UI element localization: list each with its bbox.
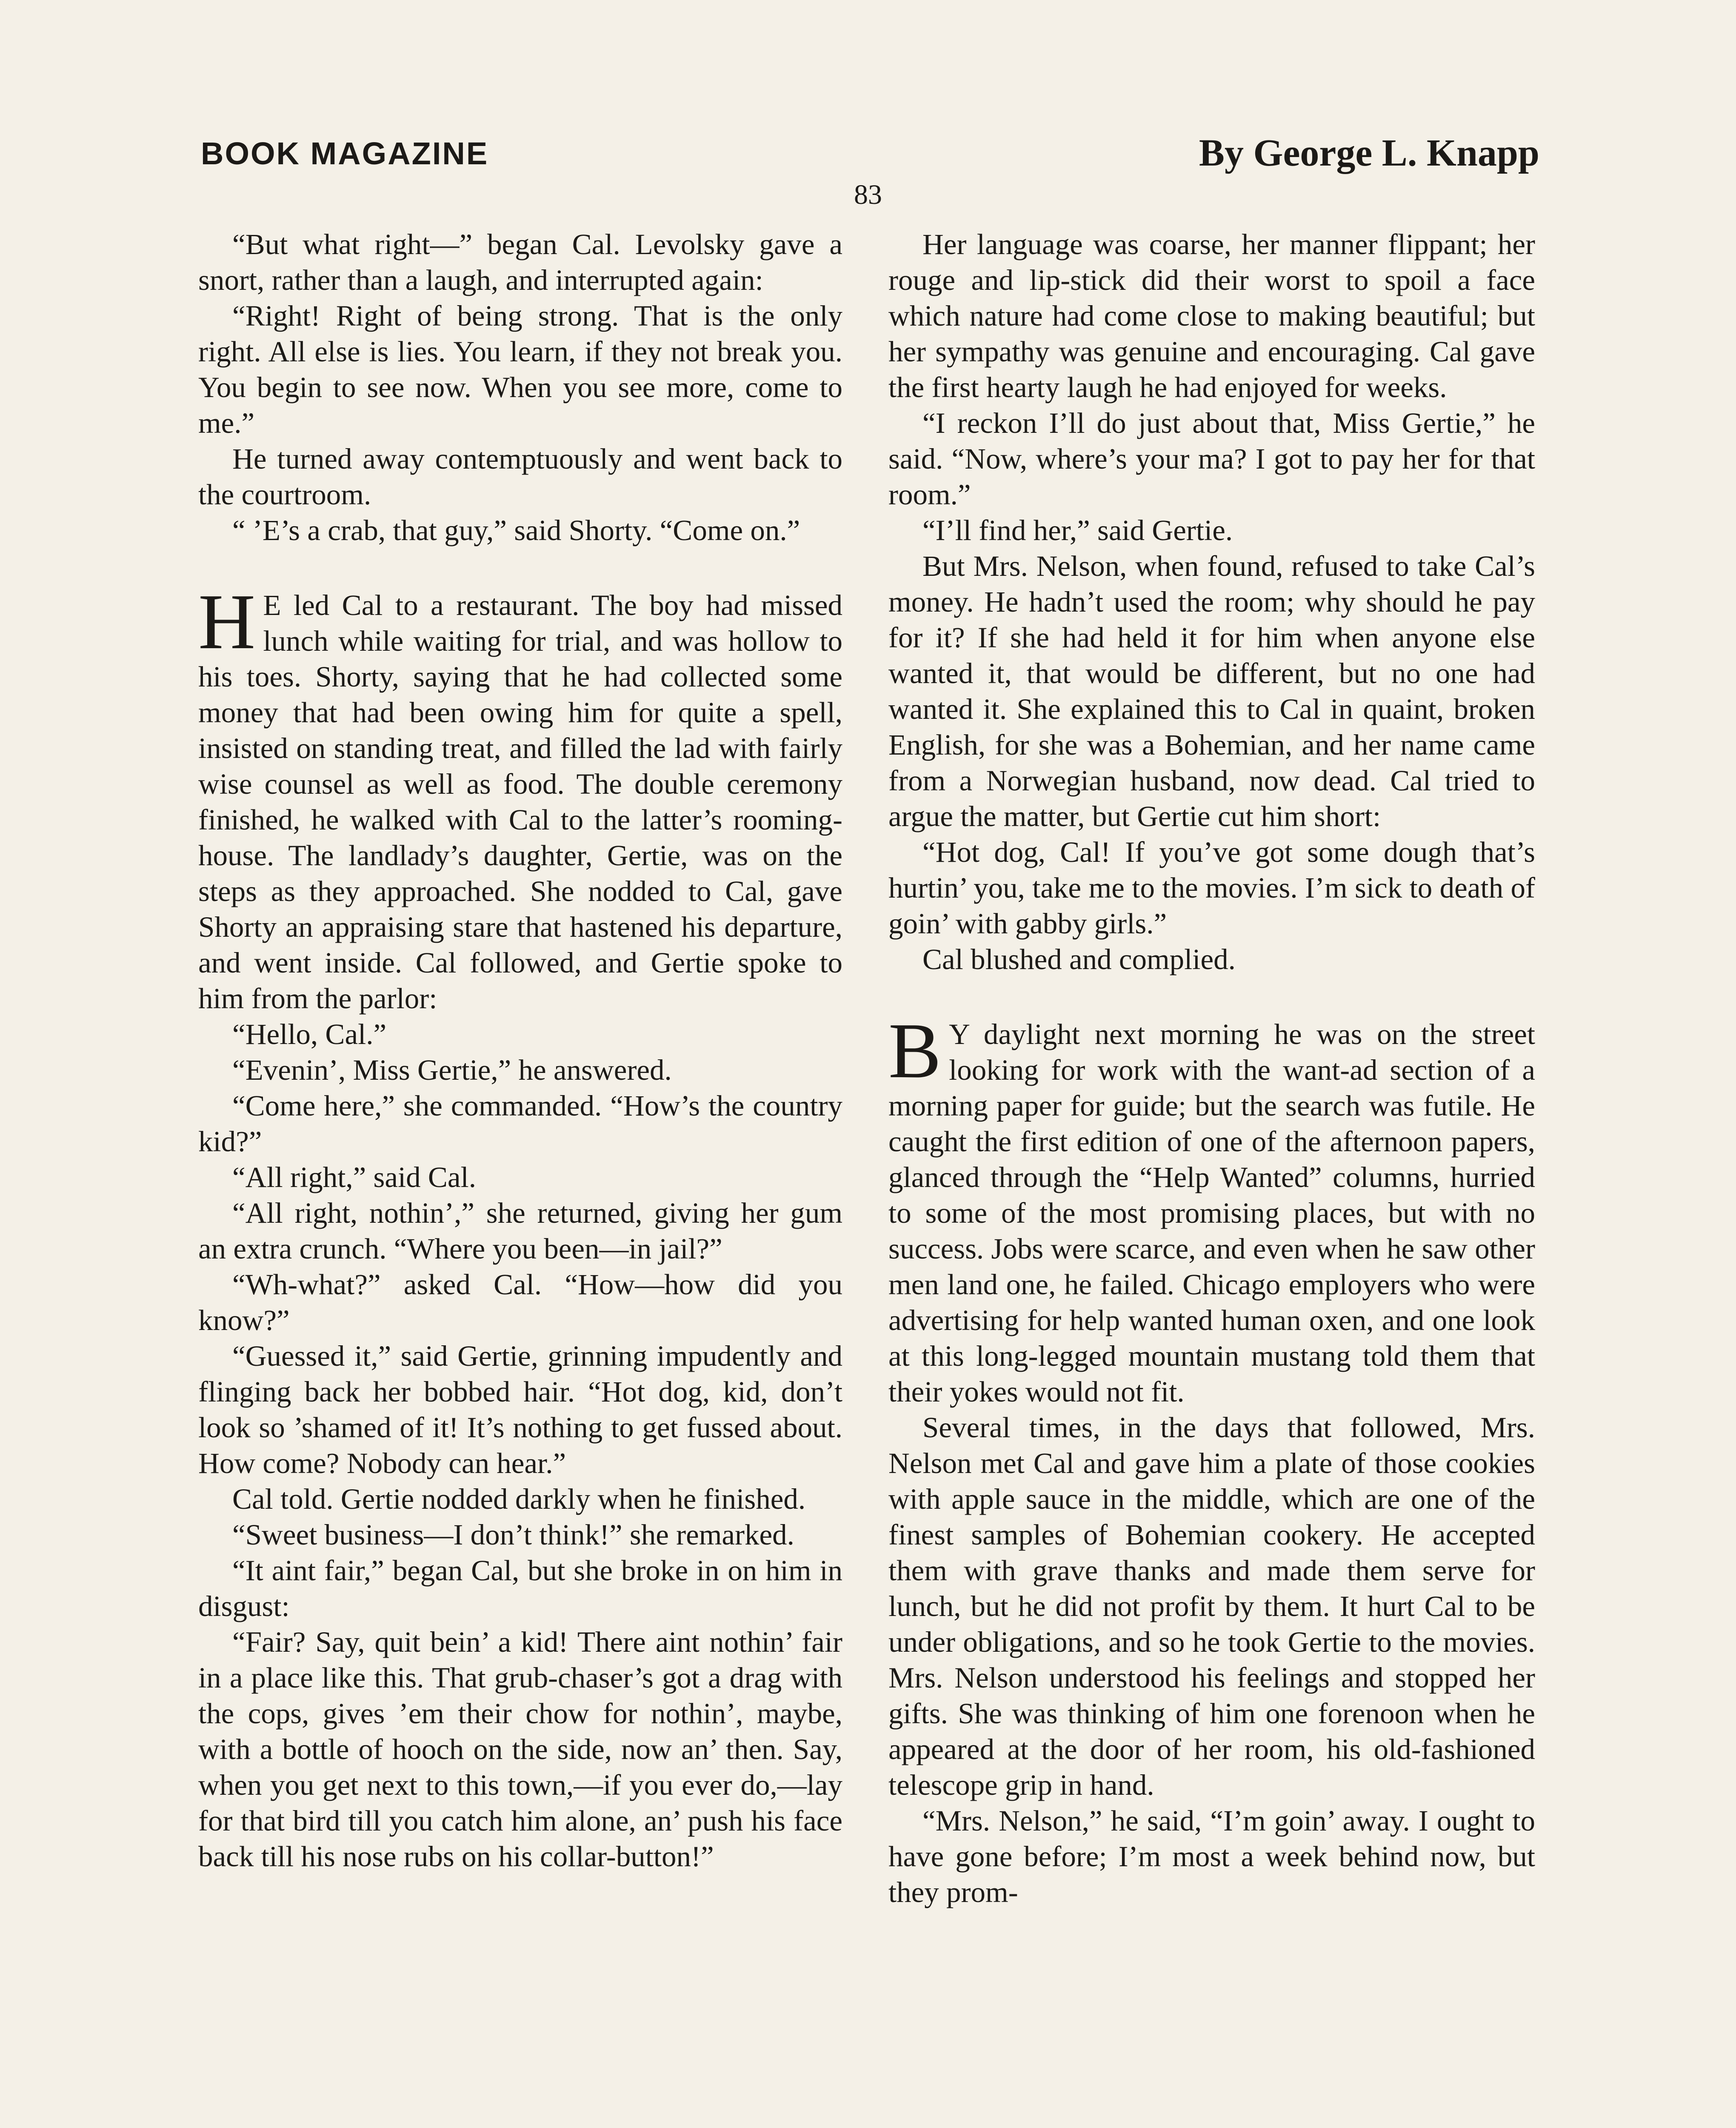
paragraph: “All right, nothin’,” she returned, giving her gum an extra crunch. “Where you been—in jail?” — [198, 1197, 842, 1265]
paragraph-with-drop-cap — [198, 578, 842, 1016]
paragraph: “Hello, Cal.” — [232, 1018, 387, 1050]
paragraph: Cal told. Gertie nodded darkly when he finished. — [232, 1483, 806, 1515]
paragraph: “Right! Right of being strong. That is the only right. All else is lies. You learn, if they not break you. You begin to see now. When you see more, come to me.” — [198, 300, 842, 439]
paragraph: “I’ll find her,” said Gertie. — [922, 514, 1233, 546]
paragraph: “Fair? Say, quit bein’ a kid! There aint nothin’ fair in a place like this. That grub-chaser’s got a drag with the cops, gives ’em their chow for nothin’, maybe, with a bottle of hooch on the side, now an’ then. Say, when you get next to this town,—if you ever do,—lay for that bird till you catch him alone, an’ push his face back till his nose rubs on his collar-button!” — [198, 1626, 842, 1873]
left-column — [198, 226, 842, 1874]
paragraph: “I reckon I’ll do just about that, Miss Gertie,” he said. “Now, where’s your ma? I got to pay her for that room.” — [888, 407, 1535, 511]
paragraph: “Wh-what?” asked Cal. “How—how did you know?” — [198, 1268, 842, 1336]
section-break — [888, 977, 1535, 1016]
author-byline: By George L. Knapp — [1199, 132, 1539, 174]
paragraph: Her language was coarse, her manner flippant; her rouge and lip-stick did their worst to spoil a face which nature had come close to making beautiful; but her sympathy was genuine and encouraging. Cal gave the first hearty laugh he had enjoyed for weeks. — [888, 228, 1535, 403]
drop-cap: B — [888, 1007, 942, 1095]
drop-cap: H — [198, 578, 256, 666]
paragraph: Cal blushed and complied. — [922, 943, 1236, 975]
section-break — [198, 548, 842, 587]
paragraph: “But what right—” began Cal. Levolsky gave a snort, rather than a laugh, and interrupted again: — [198, 228, 842, 296]
paragraph: “It aint fair,” began Cal, but she broke in on him in disgust: — [198, 1554, 842, 1622]
paragraph: “Evenin’, Miss Gertie,” he answered. — [232, 1054, 672, 1086]
paragraph: “Hot dog, Cal! If you’ve got some dough that’s hurtin’ you, take me to the movies. I’m sick to death of goin’ with gabby girls.” — [888, 836, 1535, 940]
paragraph: “Mrs. Nelson,” he said, “I’m goin’ away. I ought to have gone before; I’m most a week behind now, but they prom- — [888, 1805, 1535, 1908]
paragraph: “Come here,” she commanded. “How’s the country kid?” — [198, 1090, 842, 1158]
paragraph: But Mrs. Nelson, when found, refused to take Cal’s money. He hadn’t used the room; why should he pay for it? If she had held it for him when anyone else wanted it, that would be different, but no one had wanted it. She explained this to Cal in quaint, broken English, for she was a Bohemian, and her name came from a Norwegian husband, now dead. Cal tried to argue the matter, but Gertie cut him short: — [888, 550, 1535, 832]
paragraph: “ ’E’s a crab, that guy,” said Shorty. “Come on.” — [232, 514, 800, 546]
right-column — [888, 226, 1535, 1910]
paragraph: “Guessed it,” said Gertie, grinning impudently and flinging back her bobbed hair. “Hot dog, kid, don’t look so ’shamed of it! It’s nothing to get fussed about. How come? Nobody can hear.” — [198, 1340, 842, 1479]
paragraph: “All right,” said Cal. — [232, 1161, 476, 1193]
paragraph-with-drop-cap — [888, 1007, 1535, 1410]
paragraph-text: E led Cal to a restaurant. The boy had missed lunch while waiting for trial, and was hollow to his toes. Shorty, saying that he had collected some money that had been owing him for quite a spell, insisted on standing treat, and filled the lad with fairly wise counsel as well as food. The double ceremony finished, he walked with Cal to the latter’s rooming-house. The landlady’s daughter, Gertie, was on the steps as they approached. She nodded to Cal, gave Shorty an appraising stare that hastened his departure, and went inside. Cal followed, and Gertie spoke to him from the parlor: — [198, 589, 842, 1015]
page-number: 83 — [854, 179, 882, 210]
paragraph: “Sweet business—I don’t think!” she remarked. — [232, 1519, 794, 1551]
paragraph-text: Y daylight next morning he was on the street looking for work with the want-ad section of a morning paper for guide; but the search was futile. He caught the first edition of one of the afternoon papers, glanced through the “Help Wanted” columns, hurried to some of the most promising places, but with no success. Jobs were scarce, and even when he saw other men land one, he failed. Chicago employers who were advertising for help wanted human oxen, and one look at this long-legged mountain mustang told them that their yokes would not fit. — [888, 1018, 1535, 1408]
magazine-title: BOOK MAGAZINE — [201, 136, 489, 171]
paragraph: Several times, in the days that followed, Mrs. Nelson met Cal and gave him a plate of those cookies with apple sauce in the middle, which are one of the finest samples of Bohemian cookery. He accepted them with grave thanks and made them serve for lunch, but he did not profit by them. It hurt Cal to be under obligations, and so he took Gertie to the movies. Mrs. Nelson understood his feelings and stopped her gifts. She was thinking of him one forenoon when he appeared at the door of her room, his old-fashioned telescope grip in hand. — [888, 1411, 1535, 1801]
paragraph: He turned away contemptuously and went back to the courtroom. — [198, 443, 842, 511]
